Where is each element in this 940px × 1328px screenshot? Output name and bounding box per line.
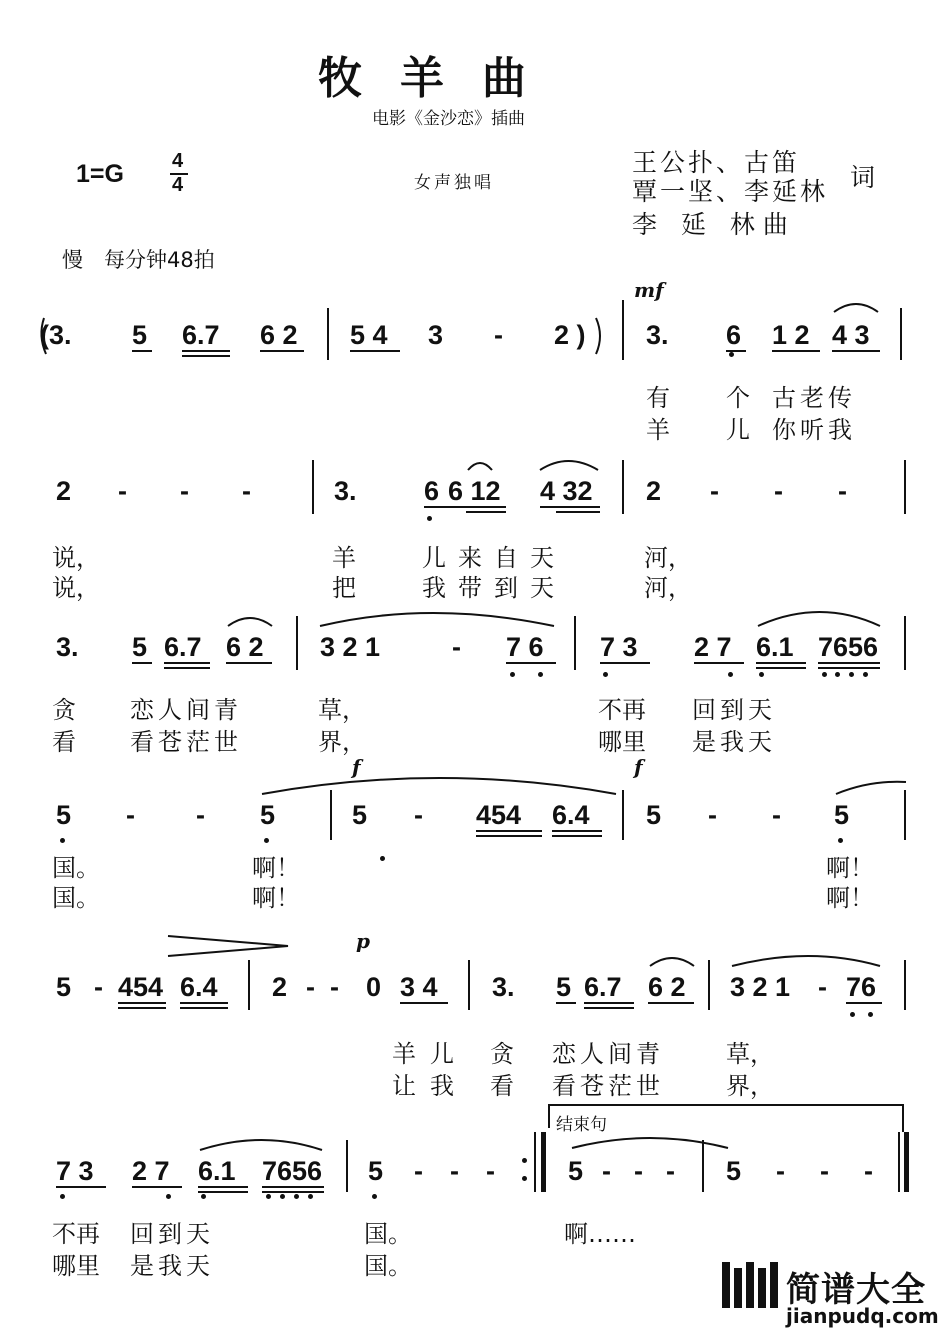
note: 2 (56, 476, 72, 506)
lyricists-suffix: 词 (850, 163, 879, 192)
note: 6.7 (164, 632, 202, 662)
lyric: 界， (318, 728, 366, 756)
note: 5 (56, 800, 72, 830)
lyric: 羊 (646, 416, 670, 444)
lyricists-line1: 王公扑、古笛 (632, 148, 801, 177)
dynamic-p: p (356, 929, 370, 953)
note: - (666, 1156, 675, 1186)
note: - (126, 800, 135, 830)
page-title: 牧羊曲 (318, 53, 564, 104)
note: 3 2 1 (320, 632, 381, 662)
note: 5 (568, 1156, 584, 1186)
note: - (450, 1156, 459, 1186)
key-signature: 1=G (76, 160, 124, 188)
lyric: 儿 (726, 416, 750, 444)
note: 2 ) (554, 320, 586, 350)
dynamic-f-2: f (634, 755, 643, 779)
note: 454 (118, 972, 164, 1002)
note: 5 (260, 800, 276, 830)
lyric: 草， (318, 696, 366, 724)
note: 6.7 (584, 972, 622, 1002)
dynamic-mf: mf (634, 278, 664, 302)
lyric: 把 (332, 574, 356, 602)
lyric: 啊！ (252, 854, 300, 882)
lyric: 不再 (52, 1220, 100, 1248)
ending-label: 结束句 (556, 1115, 607, 1135)
note: 3. (334, 476, 357, 506)
lyric: 是我天 (692, 728, 776, 756)
note: (3. (40, 320, 72, 350)
lyric: 羊 (332, 544, 356, 572)
note: 5 (352, 800, 368, 830)
note: 2 7 (132, 1156, 170, 1186)
lyric: 看 (52, 728, 76, 756)
note: - (772, 800, 781, 830)
note: 4 32 (540, 476, 593, 506)
watermark-url: jianpudq.com (786, 1304, 939, 1328)
lyric: 个 (726, 384, 750, 412)
note: 6.4 (180, 972, 218, 1002)
note: - (820, 1156, 829, 1186)
lyric: 说， (52, 544, 100, 572)
note: 2 7 (694, 632, 732, 662)
note: - (708, 800, 717, 830)
note: - (494, 320, 503, 350)
lyric: 让我 (392, 1072, 468, 1100)
lyric: 我带到天 (422, 574, 566, 602)
note: 6 (726, 320, 742, 350)
note: - (330, 972, 339, 1002)
lyric: 国。 (364, 1252, 412, 1280)
note: - (710, 476, 719, 506)
lyric: 恋人间青 (552, 1040, 664, 1068)
note: 6 2 (648, 972, 686, 1002)
note: - (864, 1156, 873, 1186)
note: 76 (846, 972, 877, 1002)
note: - (838, 476, 847, 506)
lyric: 哪里 (598, 728, 646, 756)
lyric: 你听我 (772, 416, 856, 444)
lyric: 国。 (364, 1220, 412, 1248)
lyricists-line2: 覃一坚、李延林 (632, 177, 829, 206)
performance-type: 女声独唱 (414, 173, 494, 193)
note: 3 4 (400, 972, 438, 1002)
note: 3. (646, 320, 669, 350)
note: - (118, 476, 127, 506)
lyric: 草， (726, 1040, 774, 1068)
lyric: 啊！ (826, 884, 874, 912)
lyric: 羊儿 (392, 1040, 468, 1068)
note: - (452, 632, 461, 662)
lyric: 看 (490, 1072, 514, 1100)
note: 6 (424, 476, 440, 506)
note: 7 3 (600, 632, 638, 662)
note: 7656 (818, 632, 879, 662)
note: 6.1 (756, 632, 794, 662)
time-signature-bottom: 4 (172, 174, 184, 196)
note: - (634, 1156, 643, 1186)
note: 0 (366, 972, 382, 1002)
note: 5 (132, 320, 148, 350)
lyric: 是我天 (130, 1252, 214, 1280)
note: 6 12 (448, 476, 501, 506)
lyric: 界， (726, 1072, 774, 1100)
lyric: 看苍茫世 (552, 1072, 664, 1100)
note: 5 4 (350, 320, 388, 350)
lyric: 有 (646, 384, 670, 412)
note: 3. (56, 632, 79, 662)
note: 6.7 (182, 320, 220, 350)
note: 6.4 (552, 800, 590, 830)
lyric: 恋人间青 (130, 696, 242, 724)
note: 3. (492, 972, 515, 1002)
lyric: 河， (644, 544, 692, 572)
lyric: 啊！ (826, 854, 874, 882)
note: 6 2 (260, 320, 298, 350)
lyric: 国。 (52, 884, 100, 912)
note: - (774, 476, 783, 506)
note: 6 2 (226, 632, 264, 662)
lyric: 儿来自天 (422, 544, 566, 572)
lyric: 啊！ (252, 884, 300, 912)
note: 7 6 (506, 632, 544, 662)
note: 454 (476, 800, 522, 830)
lyric: 不再 (598, 696, 646, 724)
lyric: 回到天 (130, 1220, 214, 1248)
note: 4 3 (832, 320, 870, 350)
lyric: 贪 (52, 696, 76, 724)
watermark-name: 简谱大全 (786, 1270, 926, 1310)
note: 5 (646, 800, 662, 830)
lyric: 看苍茫世 (130, 728, 242, 756)
lyric: 说， (52, 574, 100, 602)
lyric: 古老传 (772, 384, 856, 412)
note: 1 2 (772, 320, 810, 350)
lyric: 河， (644, 574, 692, 602)
note: 3 2 1 (730, 972, 791, 1002)
note: 2 (272, 972, 288, 1002)
note: - (486, 1156, 495, 1186)
note: 5 (556, 972, 572, 1002)
note: 5 (726, 1156, 742, 1186)
note: - (818, 972, 827, 1002)
note: - (242, 476, 251, 506)
composer: 李 延 林曲 (632, 210, 796, 239)
note: 5 (56, 972, 72, 1002)
lyric: 哪里 (52, 1252, 100, 1280)
note: - (414, 1156, 423, 1186)
note: 5 (368, 1156, 384, 1186)
lyric: 回到天 (692, 696, 776, 724)
note: - (776, 1156, 785, 1186)
subtitle: 电影《金沙恋》插曲 (372, 109, 525, 129)
note: - (306, 972, 315, 1002)
note: - (180, 476, 189, 506)
note: 3 (428, 320, 444, 350)
note: 7 3 (56, 1156, 94, 1186)
tempo-marking: 慢 每分钟48拍 (62, 248, 215, 272)
lyric: 国。 (52, 854, 100, 882)
lyric: 啊…… (564, 1220, 636, 1248)
note: - (94, 972, 103, 1002)
note: 5 (834, 800, 850, 830)
note: 5 (132, 632, 148, 662)
dynamic-f-1: f (352, 755, 361, 779)
note: 2 (646, 476, 662, 506)
note: - (196, 800, 205, 830)
time-signature-top: 4 (172, 150, 184, 172)
note: - (414, 800, 423, 830)
note: - (602, 1156, 611, 1186)
note: 6.1 (198, 1156, 236, 1186)
note: 7656 (262, 1156, 323, 1186)
lyric: 贪 (490, 1040, 514, 1068)
